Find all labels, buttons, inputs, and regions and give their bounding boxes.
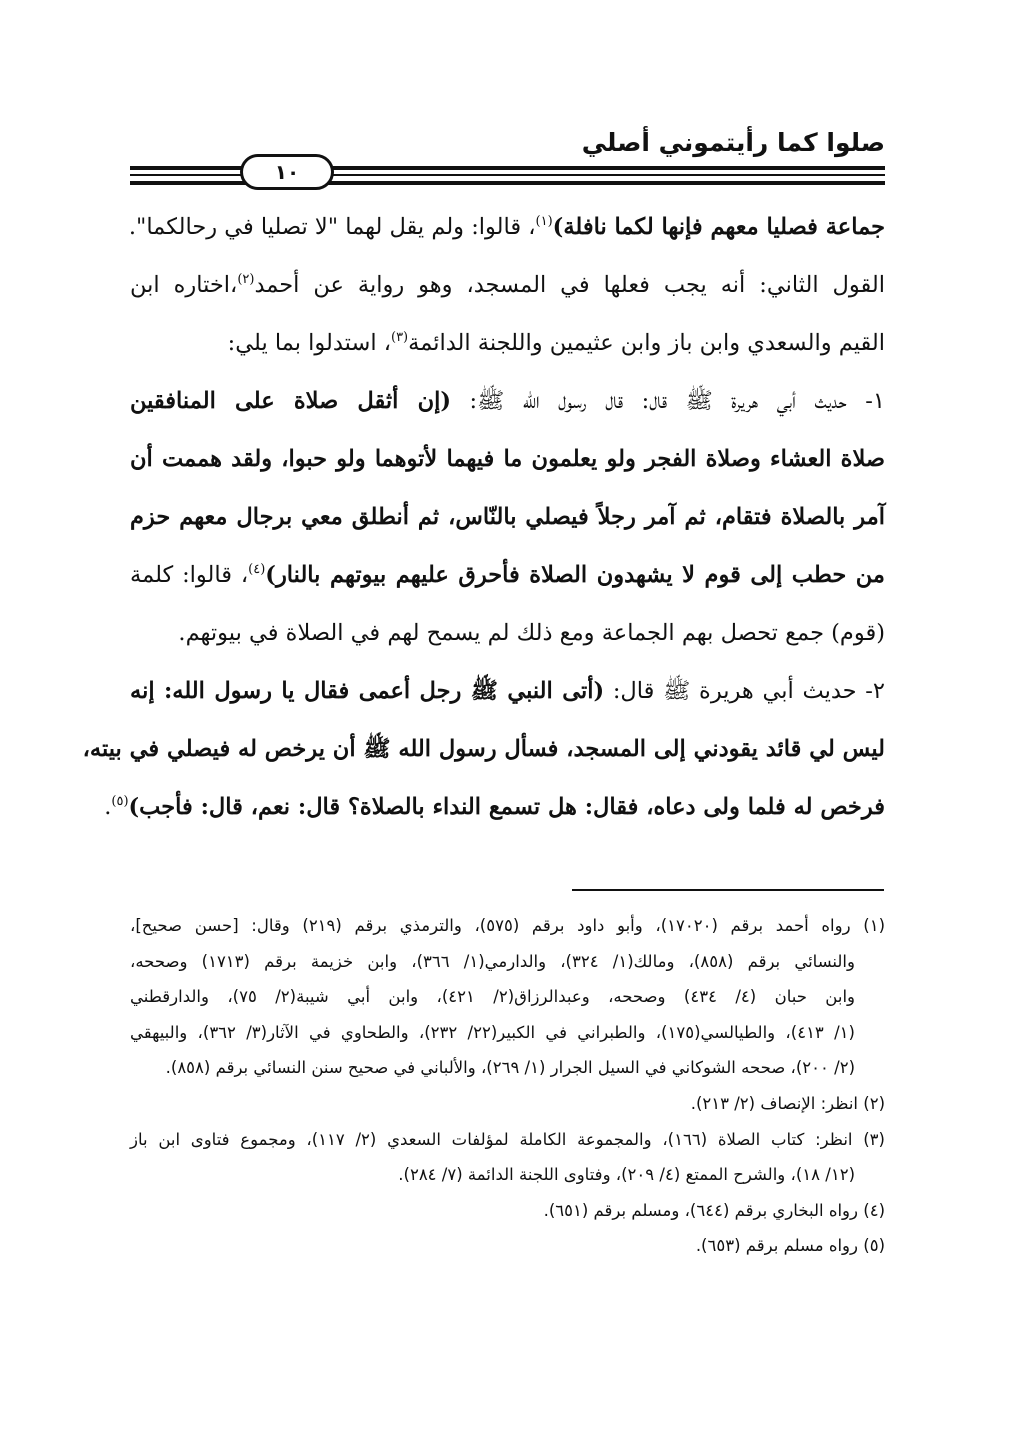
footnote-line: (١) رواه أحمد برقم (١٧٠٢٠)، وأبو داود برقم (٥٧٥)، والترمذي برقم (٢١٩) وقال: [حسن صحيح]، <box>130 916 885 935</box>
text-run: ، قالوا: ولم يقل لهما "لا تصليا في رحالكما". <box>128 214 536 240</box>
footnote-separator <box>572 889 884 891</box>
text-run: (إن أثقل صلاة على المنافقين <box>130 388 451 414</box>
footnote-line: (٣) انظر: كتاب الصلاة (١٦٦)، والمجموعة الكاملة لمؤلفات السعدي (٢/ ١١٧)، ومجموع فتاوى ابن باز <box>130 1129 885 1149</box>
footnotes <box>130 908 885 1264</box>
footnote-line: والنسائي برقم (٨٥٨)، ومالك(١/ ٣٢٤)، والدارمي(١/ ٣٦٦)، وابن خزيمة برقم (١٧١٣) وصححه، <box>130 951 855 971</box>
body-line <box>130 546 885 604</box>
footnote-ref: (٢) <box>237 272 255 287</box>
page-number: ١٠ <box>240 154 334 190</box>
body-line <box>130 198 885 256</box>
text-run: ٢- حديث أبي هريرة ﷺ قال: <box>604 678 885 704</box>
text-run: من حطب إلى قوم لا يشهدون الصلاة فأحرق عليهم بيوتهم بالنار) <box>265 562 885 588</box>
page-header <box>130 128 885 190</box>
body-line <box>130 372 885 430</box>
body-line <box>130 488 885 546</box>
footnote-line: (٥) رواه مسلم برقم (٦٥٣). <box>695 1236 885 1256</box>
text-run: فرخص له فلما ولى دعاه، فقال: هل تسمع النداء بالصلاة؟ قال: نعم، قال: فأجب) <box>128 794 885 820</box>
body-line <box>130 256 885 314</box>
text-run: ، قالوا: كلمة <box>130 562 249 588</box>
text-run: القيم والسعدي وابن باز وابن عثيمين واللجنة الدائمة <box>408 330 885 356</box>
footnote-line: (١/ ٤١٣)، والطيالسي(١٧٥)، والطبراني في الكبير(٢٢/ ٢٣٢)، والطحاوي في الآثار(٣/ ٣٦٢)، والبيهقي <box>130 1022 855 1042</box>
text-run: (قوم) جمع تحصل بهم الجماعة ومع ذلك لم يسمح لهم في الصلاة في بيوتهم. <box>178 620 885 646</box>
body-line <box>130 662 885 720</box>
body-line <box>104 778 885 836</box>
footnote-line: (٢) انظر: الإنصاف (٢/ ٢١٣). <box>690 1093 885 1113</box>
text-run: ،اختاره ابن <box>130 272 238 298</box>
footnote-ref: (١) <box>535 214 553 229</box>
footnote-line: (١٢/ ١٨)، والشرح الممتع (٤/ ٢٠٩)، وفتاوى اللجنة الدائمة (٧/ ٢٨٤). <box>398 1165 855 1185</box>
text-run: ١- حديث أبي هريرة ﷺ قال: قال رسول الله ﷺ: <box>451 388 886 414</box>
running-title: صلوا كما رأيتموني أصلي <box>581 128 885 157</box>
body-line <box>130 430 885 488</box>
footnote-line: (٤) رواه البخاري برقم (٦٤٤)، ومسلم برقم (٦٥١). <box>543 1200 885 1220</box>
footnote-ref: (٣) <box>390 330 409 345</box>
text-run: . <box>104 794 112 820</box>
text-run: آمر بالصلاة فتقام، ثم آمر رجلاً فيصلي بالنّاس، ثم أنطلق معي برجال معهم حزم <box>130 504 885 530</box>
text-run: جماعة فصليا معهم فإنها لكما نافلة) <box>552 214 885 240</box>
text-run: صلاة العشاء وصلاة الفجر ولو يعلمون ما فيهما لأتوهما ولو حبوا، ولقد هممت أن <box>130 446 885 472</box>
text-run: ليس لي قائد يقودني إلى المسجد، فسأل رسول الله ﷺ أن يرخص له فيصلي في بيته، <box>82 736 885 762</box>
text-run: ، استدلوا بما يلي: <box>227 330 391 356</box>
footnote-ref: (٤) <box>248 562 266 577</box>
footnote-ref: (٥) <box>111 794 129 809</box>
text-run: القول الثاني: أنه يجب فعلها في المسجد، وهو رواية عن أحمد <box>254 272 885 298</box>
body-line <box>130 604 885 662</box>
body-line <box>82 720 885 778</box>
footnote-line: (٢/ ٢٠٠)، صححه الشوكاني في السيل الجرار (١/ ٢٦٩)، والألباني في صحيح سنن النسائي برقم (٨٥٨). <box>165 1058 855 1078</box>
main-text <box>82 198 886 836</box>
body-line <box>130 314 885 372</box>
footnote-line: وابن حبان (٤/ ٤٣٤) وصححه، وعبدالرزاق(٢/ ٤٢١)، وابن أبي شيبة(٢/ ٧٥)، والدارقطني <box>130 987 855 1007</box>
text-run: (أتى النبي ﷺ رجل أعمى فقال يا رسول الله: إنه <box>130 678 605 704</box>
